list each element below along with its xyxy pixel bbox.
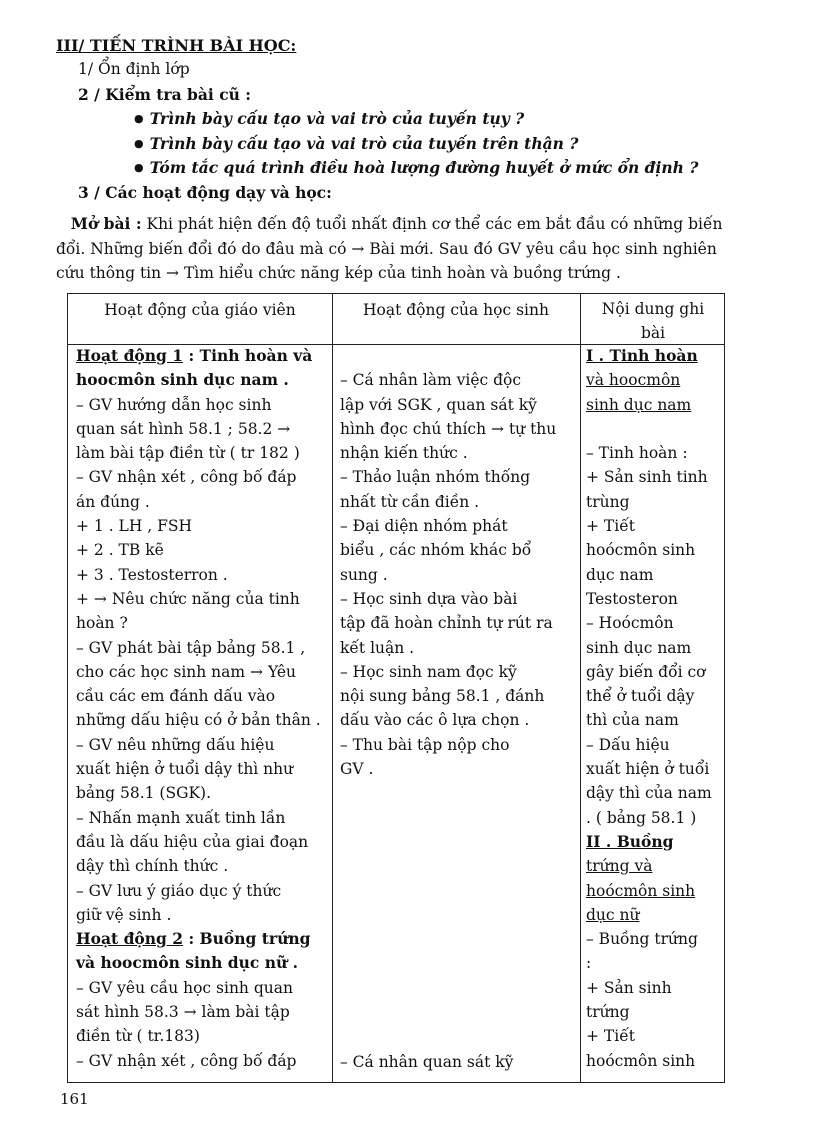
teacher-lines-2 [76,976,326,1073]
bullet-icon: ● [134,161,144,174]
text-line: – Buồng trứng [586,930,698,949]
content-lines-1 [586,417,720,830]
text-line: + Tiết [586,1027,635,1046]
text-line: + Sản sinh [586,978,672,997]
text-line: điền từ ( tr.183) [76,1027,200,1046]
step-1: 1/ Ổn định lớp [78,60,190,78]
step-3: 3 / Các hoạt động dạy và học: [78,183,332,202]
section-title: III/ TIẾN TRÌNH BÀI HỌC: [56,36,297,55]
text-line: – Đại diện nhóm phát [340,517,508,536]
text-line: quan sát hình 58.1 ; 58.2 → [76,419,291,438]
text-line: – Học sinh nam đọc kỹ [340,662,517,681]
text-line: dục nam [586,565,654,584]
column-divider [332,294,333,1082]
text-line: + 1 . LH , FSH [76,517,193,536]
text-line: giữ vệ sinh . [76,905,172,924]
text-line: GV . [340,760,374,779]
text-line: thì của nam [586,711,679,730]
text-line: sinh dục nam [586,638,692,657]
activity-2-subtitle: và hoocmôn sinh dục nữ . [76,953,299,973]
text-line: – Thu bài tập nộp cho [340,735,510,754]
intro-line-3: cứu thông tin → Tìm hiểu chức năng kép của tinh hoàn và buồng trứng . [56,264,621,282]
question-1: ● Trình bày cấu tạo và vai trò của tuyến tụy ? [134,109,525,128]
text-line: – GV hướng dẫn học sinh [76,395,272,414]
header-teacher: Hoạt động của giáo viên [104,301,296,319]
text-line: – GV phát bài tập bảng 58.1 , [76,638,306,657]
bullet-icon: ● [134,137,144,150]
text-line: – Cá nhân làm việc độc [340,371,522,390]
text-line: gây biến đổi cơ [586,662,706,681]
header-content: Nội dung ghi bài [601,300,705,342]
student-last-line: – Cá nhân quan sát kỹ [340,1053,514,1071]
header-student: Hoạt động của học sinh [363,301,549,319]
intro-label: Mở bài : [70,214,142,233]
column-divider [580,294,581,1082]
section-1-title-a: I . Tinh hoàn [586,346,698,365]
text-line: xuất hiện ở tuổi [586,760,710,779]
text-line: tập đã hoàn chỉnh tự rút ra [340,614,553,633]
text-line: thể ở tuổi dậy [586,687,695,706]
section-2-title-a: II . Buồng [586,831,674,851]
text-line: Testosteron [586,589,678,608]
student-lines [340,344,572,781]
text-line: : [586,954,592,973]
content-column [586,344,720,1073]
text-line: + Tiết [586,517,635,536]
text-line: – GV nhận xét , công bố đáp [76,1051,297,1070]
question-3: ● Tóm tắc quá trình điều hoà lượng đường huyết ở mức ổn định ? [134,158,699,177]
text-line: – Thảo luận nhóm thống [340,468,531,487]
text-line: – Nhấn mạnh xuất tinh lần [76,808,286,827]
bullet-icon: ● [134,112,144,125]
section-2-title-d: dục nữ [586,905,640,924]
text-line: trứng [586,1003,630,1022]
text-line: xuất hiện ở tuổi dậy thì như [76,760,294,779]
text-line: cầu các em đánh dấu vào [76,687,276,706]
step-2: 2 / Kiểm tra bài cũ : [78,85,252,104]
text-line: biểu , các nhóm khác bổ [340,541,532,560]
text-line: – GV lưu ý giáo dục ý thức [76,881,282,900]
text-line [586,417,720,441]
text-line: – Hoócmôn [586,614,674,633]
text-line: sung . [340,565,388,584]
text-line: – Tinh hoàn : [586,444,688,463]
text-line: – GV nhận xét , công bố đáp [76,468,297,487]
text-line: trùng [586,492,630,511]
text-line: + 3 . Testosterron . [76,565,228,584]
activity-1-subtitle: hoocmôn sinh dục nam . [76,370,289,390]
intro-line-1: Khi phát hiện đến độ tuổi nhất định cơ thể các em bắt đầu có những biến [141,215,723,233]
section-1-title-c: sinh dục nam [586,395,692,414]
text-line: án đúng . [76,492,150,511]
text-line: + → Nêu chức năng của tinh [76,589,300,608]
text-line: + 2 . TB kẽ [76,541,164,560]
text-line: dấu vào các ô lựa chọn . [340,711,530,730]
text-line: nhận kiến thức . [340,444,468,463]
text-line: hình đọc chú thích → tự thu [340,419,557,438]
text-line: – GV yêu cầu học sinh quan [76,978,293,997]
question-2: ● Trình bày cấu tạo và vai trò của tuyến trên thận ? [134,134,579,153]
page-number: 161 [60,1090,89,1108]
teacher-lines [76,393,326,928]
text-line: – GV nêu những dấu hiệu [76,735,275,754]
text-line: lập với SGK , quan sát kỹ [340,395,537,414]
content-lines-2 [586,927,720,1073]
text-line: . ( bảng 58.1 ) [586,808,697,827]
teacher-column [76,344,326,1073]
text-line: sát hình 58.3 → làm bài tập [76,1003,290,1022]
text-line: + Sản sinh tinh [586,468,708,487]
text-line: kết luận . [340,638,415,657]
text-line: hoócmôn sinh [586,541,696,560]
text-line: cho các học sinh nam → Yêu [76,662,296,681]
text-line: dậy thì chính thức . [76,857,229,876]
activity-1-title: Hoạt động 1 : Tinh hoàn và [76,346,313,365]
section-1-title-b: và hoocmôn [586,371,681,390]
text-line [340,344,572,368]
text-line: – Dấu hiệu [586,735,670,754]
activity-2-title: Hoạt động 2 : Buồng trứng [76,929,311,949]
student-column [340,344,572,1071]
text-line: dậy thì của nam [586,784,712,803]
text-line: bảng 58.1 (SGK). [76,784,212,803]
section-2-title-b: trứng và [586,857,653,876]
intro-line-2: đổi. Những biến đổi đó do đâu mà có → Bài mới. Sau đó GV yêu cầu học sinh nghiên [56,239,717,258]
text-line: hoócmôn sinh [586,1051,696,1070]
lesson-table [67,293,725,1083]
text-line: hoàn ? [76,614,128,633]
section-2-title-c: hoócmôn sinh [586,881,696,900]
text-line: nhất từ cần điền . [340,492,480,511]
intro-paragraph [56,212,762,286]
text-line: làm bài tập điền từ ( tr 182 ) [76,444,300,463]
text-line: đầu là dấu hiệu của giai đoạn [76,832,309,851]
text-line: – Học sinh dựa vào bài [340,589,518,608]
text-line: nội sung bảng 58.1 , đánh [340,687,545,706]
text-line: những dấu hiệu có ở bản thân . [76,711,321,730]
